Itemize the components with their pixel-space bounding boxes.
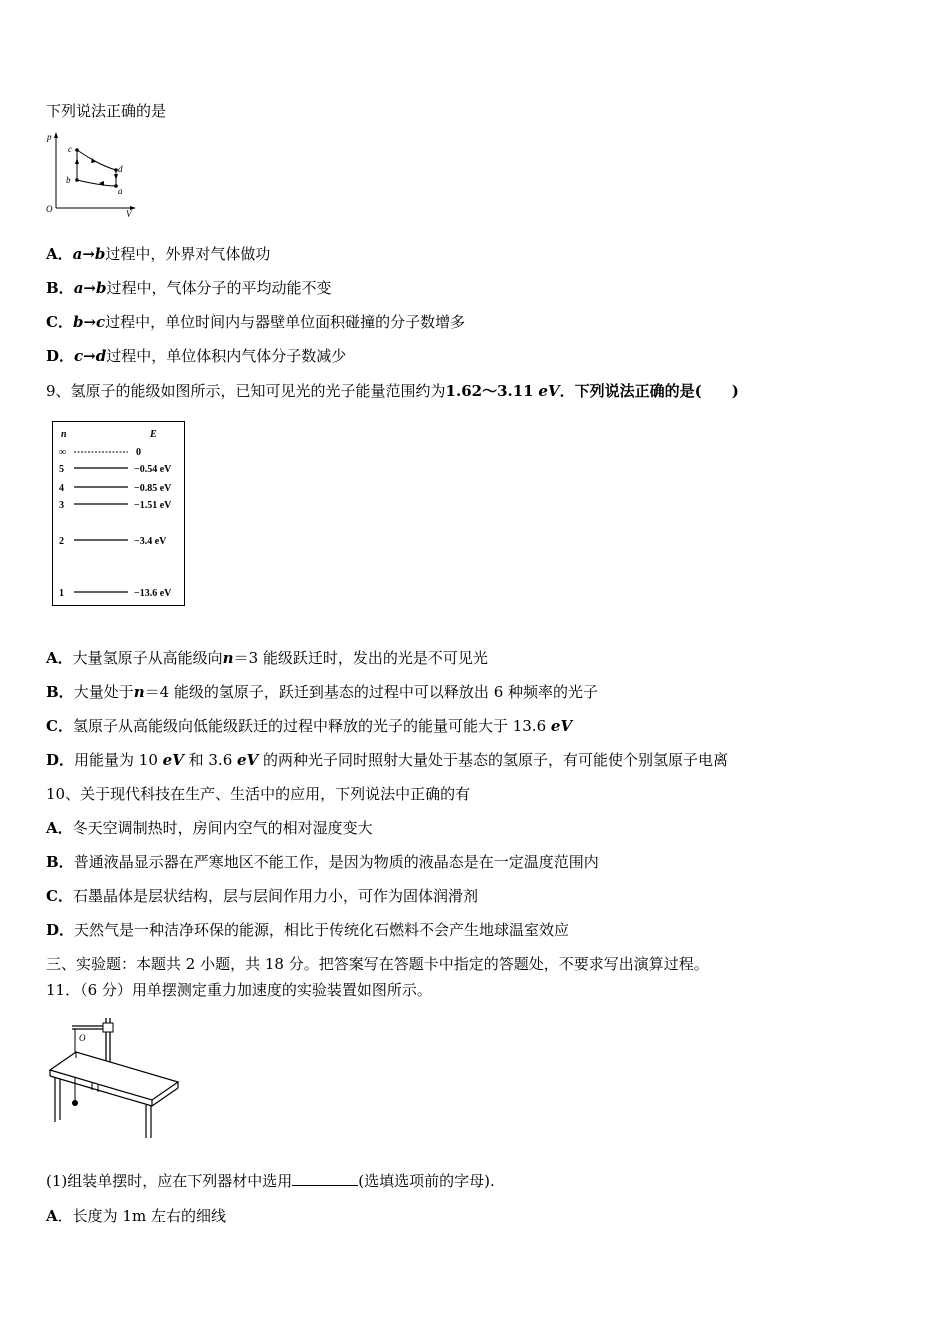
level-n-2: 2	[59, 536, 64, 547]
q9-option-a: A．大量氢原子从高能级向n＝3 能级跃迁时，发出的光是不可见光	[46, 649, 488, 667]
q9-stem: 9、氢原子的能级如图所示，已知可见光的光子能量范围约为1.62～3.11 eV．下列说法正确的是( )	[46, 382, 739, 400]
level-e-2: −3.4 eV	[134, 536, 167, 547]
q9-option-d: D．用能量为 10 eV 和 3.6 eV 的两种光子同时照射大量处于基态的氢原子，有可能使个别氢原子电离	[46, 751, 729, 769]
origin-label: O	[46, 204, 53, 214]
q10-stem: 10、关于现代科技在生产、生活中的应用，下列说法中正确的有	[46, 785, 471, 803]
point-d-label: d	[118, 164, 123, 174]
q9-option-c: C．氢原子从高能级向低能级跃迁的过程中释放的光子的能量可能大于 13.6 eV	[46, 717, 573, 735]
q8-stem: 下列说法正确的是	[46, 102, 167, 120]
q8-option-d: D．c→d过程中，单位体积内气体分子数减少	[46, 347, 347, 365]
q9-option-b: B．大量处于n＝4 能级的氢原子，跃迁到基态的过程中可以释放出 6 种频率的光子	[46, 683, 599, 701]
q11-stem: 11．（6 分）用单摆测定重力加速度的实验装置如图所示。	[46, 981, 432, 999]
energy-level-diagram	[52, 421, 186, 607]
pivot-o-label: O	[79, 1033, 86, 1043]
level-e-inf: 0	[136, 447, 141, 458]
q8-option-a: A．a→b过程中，外界对气体做功	[46, 245, 271, 263]
point-b-label: b	[66, 175, 71, 185]
level-n-header: n	[61, 429, 67, 440]
level-e-5: −0.54 eV	[134, 464, 172, 475]
q10-option-b: B．普通液晶显示器在严寒地区不能工作，是因为物质的液晶态是在一定温度范围内	[46, 853, 599, 871]
level-n-5: 5	[59, 464, 64, 475]
level-n-3: 3	[59, 500, 64, 511]
level-e-4: −0.85 eV	[134, 483, 172, 494]
answer-blank[interactable]	[292, 1171, 358, 1186]
point-c-label: c	[68, 144, 72, 154]
q11-option-a: A．长度为 1m 左右的细线	[46, 1207, 226, 1225]
level-e-3: −1.51 eV	[134, 500, 172, 511]
q8-option-c: C．b→c过程中，单位时间内与器壁单位面积碰撞的分子数增多	[46, 313, 466, 331]
level-e-1: −13.6 eV	[134, 588, 172, 599]
q10-option-a: A．冬天空调制热时，房间内空气的相对湿度变大	[46, 819, 373, 837]
q10-option-c: C．石墨晶体是层状结构，层与层间作用力小，可作为固体润滑剂	[46, 887, 478, 905]
axis-v-label: V	[126, 209, 132, 219]
pv-diagram	[44, 128, 140, 220]
level-e-header: E	[150, 429, 157, 440]
point-a-label: a	[118, 186, 123, 196]
section-3-heading: 三、实验题：本题共 2 小题，共 18 分。把答案写在答题卡中指定的答题处，不要求写出演算过程。	[46, 955, 709, 973]
q10-option-d: D．天然气是一种洁净环保的能源，相比于传统化石燃料不会产生地球温室效应	[46, 921, 570, 939]
level-n-inf: ∞	[59, 447, 67, 458]
pendulum-apparatus	[46, 1012, 180, 1140]
q8-option-b: B．a→b过程中，气体分子的平均动能不变	[46, 279, 332, 297]
level-n-4: 4	[59, 483, 64, 494]
q11-sub1: (1)组装单摆时，应在下列器材中选用 (选填选项前的字母).	[46, 1172, 495, 1190]
level-n-1: 1	[59, 588, 64, 599]
axis-p-label: p	[47, 132, 52, 142]
